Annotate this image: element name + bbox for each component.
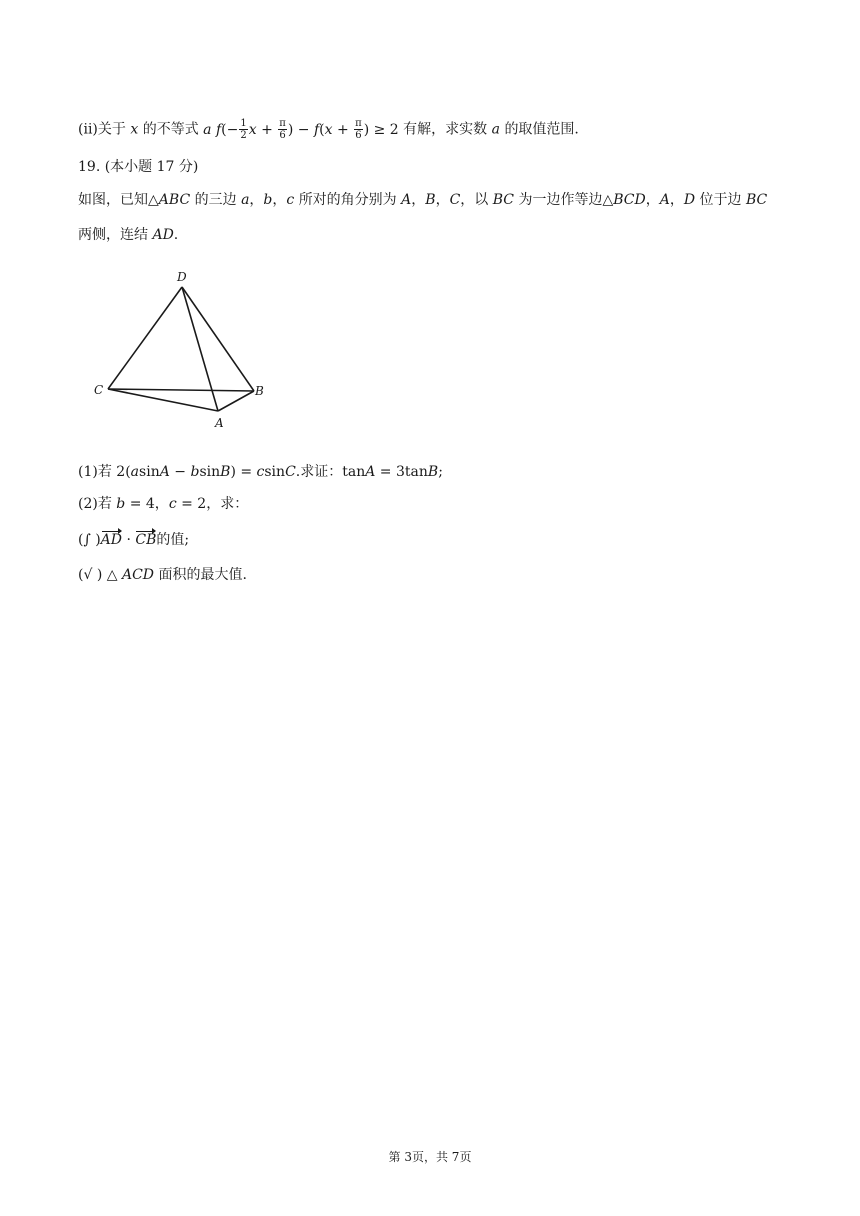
sub-i-tail: 的值; — [156, 532, 190, 548]
segment-ad: AD — [152, 227, 174, 243]
q18-prefix: (ⅱ)关于 — [78, 121, 126, 138]
part2-label: (2)若 — [78, 496, 112, 512]
triangle-figure — [88, 265, 278, 435]
sides-abc: a，b，c — [241, 192, 295, 208]
inequality-formula: a f(− $\frac{1}{2}$ x + $\frac{\pi}{6}$ ) − f(x + $\frac{\pi}{6}$ ) ≥ 2 — [203, 118, 399, 141]
intro-text-2: 的三边 — [194, 192, 237, 208]
dot-operator: · — [122, 532, 136, 548]
intro-text-1: 如图，已知△ — [78, 192, 159, 208]
part1-conclusion: tanA = 3tanB; — [342, 464, 443, 480]
part1-equation: 2(asinA − bsinB) = csinC. — [116, 464, 301, 480]
q19-heading: 19. (本小题 17 分) — [78, 159, 199, 175]
sub-ii-label: (√ ) △ — [78, 567, 118, 583]
label-b: B — [255, 384, 264, 398]
q18-text-1: 的不等式 — [142, 121, 199, 138]
points-a-d: A，D — [659, 192, 696, 208]
intro-text-3: 所对的角分别为 — [298, 192, 397, 208]
q18-subpart-ii — [78, 118, 579, 141]
part2-givens: b = 4，c = 2 — [116, 496, 207, 512]
q19-intro-line-1 — [78, 190, 767, 210]
angles-abc: A，B，C — [401, 192, 461, 208]
sub-i-label: (∫ ) — [78, 532, 101, 548]
vector-cb: CB — [135, 532, 157, 548]
page-footer: 第 3页，共 7页 — [388, 1150, 472, 1164]
vector-ad: AD — [100, 532, 123, 548]
segment-cd — [108, 287, 182, 389]
segment-ab — [218, 391, 254, 411]
q19-part-2 — [78, 494, 248, 514]
segment-da — [182, 287, 218, 411]
sub-ii-tail: 面积的最大值. — [158, 567, 247, 583]
fraction-one-half: $\frac{1}{2}$ — [240, 118, 247, 141]
period: . — [173, 227, 179, 243]
intro-text-6: 位于边 — [699, 192, 742, 208]
label-d: D — [177, 270, 187, 284]
label-a: A — [215, 416, 224, 430]
segment-cb — [108, 389, 254, 391]
triangle-acd: ACD — [121, 567, 155, 583]
intro-text-5: 为一边作等边△ — [518, 192, 614, 208]
label-c: C — [94, 383, 104, 397]
part2-tail: ，求： — [206, 496, 249, 512]
side-bc-2: BC — [745, 192, 768, 208]
triangle-abc: ABC — [158, 192, 191, 208]
q18-text-3: 的取值范围. — [504, 121, 579, 138]
q19-sub-i — [78, 530, 189, 550]
segment-db — [182, 287, 254, 391]
comma: ， — [645, 192, 660, 208]
fraction-pi-six-2: $\frac{\pi}{6}$ — [355, 118, 362, 141]
side-bc: BC — [492, 192, 514, 208]
var-a: a — [491, 121, 500, 138]
intro-text-4: ，以 — [460, 192, 489, 208]
var-x: x — [130, 121, 139, 138]
fraction-pi-six: $\frac{\pi}{6}$ — [279, 118, 286, 141]
q19-part-1 — [78, 462, 443, 482]
q18-text-2: 有解，求实数 — [403, 121, 488, 138]
segment-ca — [108, 389, 218, 411]
q19-intro-line-2 — [78, 225, 178, 245]
part1-proof-text: 求证： — [300, 464, 343, 480]
intro-text-7: 两侧，连结 — [78, 227, 148, 243]
triangle-bcd: BCD — [613, 192, 646, 208]
q19-sub-ii — [78, 565, 247, 585]
part1-label: (1)若 — [78, 464, 112, 480]
